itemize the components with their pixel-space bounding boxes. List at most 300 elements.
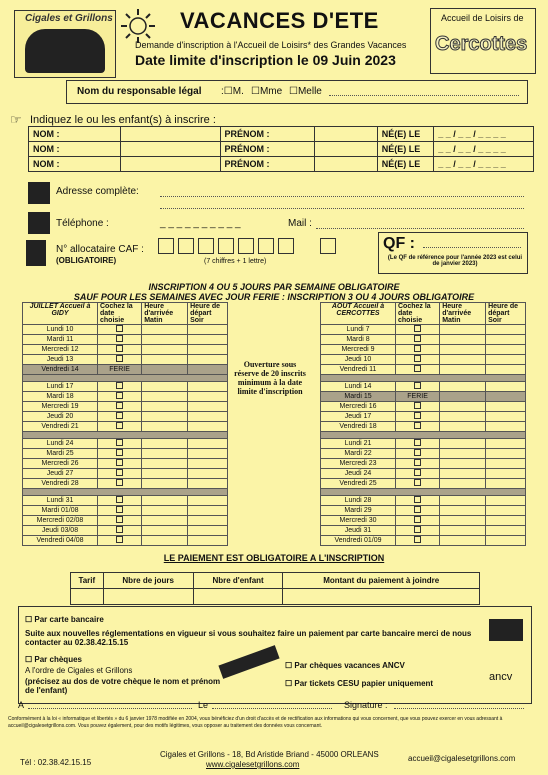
cal-row: [23, 345, 228, 355]
arrival-cell[interactable]: [440, 506, 486, 516]
cal-checkbox[interactable]: [396, 402, 440, 412]
arrival-cell[interactable]: [440, 402, 486, 412]
departure-cell[interactable]: [486, 422, 526, 432]
children-nom-label: NOM :: [29, 142, 121, 157]
july-table: [22, 302, 228, 546]
children-prenom-label: PRÉNOM :: [220, 157, 314, 172]
cal-header: Heure d'arrivée Matin: [142, 303, 188, 325]
jours-cell[interactable]: [103, 589, 193, 605]
departure-cell[interactable]: [188, 536, 228, 546]
cal-row: [321, 439, 526, 449]
departure-cell[interactable]: [188, 526, 228, 536]
arrival-cell[interactable]: [440, 516, 486, 526]
cal-checkbox[interactable]: [98, 382, 142, 392]
departure-cell[interactable]: [188, 469, 228, 479]
departure-cell[interactable]: [188, 516, 228, 526]
caf-label: N° allocataire CAF :: [56, 244, 144, 255]
cal-checkbox[interactable]: [98, 439, 142, 449]
cal-checkbox[interactable]: [98, 402, 142, 412]
children-ne-label: NÉ(E) LE: [377, 157, 434, 172]
children-ne-label: NÉ(E) LE: [377, 127, 434, 142]
departure-cell[interactable]: [188, 355, 228, 365]
logo-cigales: [14, 10, 116, 78]
arrival-cell[interactable]: [142, 345, 188, 355]
option-mme[interactable]: ☐Mme: [251, 86, 283, 97]
departure-cell[interactable]: [486, 506, 526, 516]
cal-row: [321, 479, 526, 489]
arrival-cell[interactable]: [440, 382, 486, 392]
departure-cell[interactable]: [188, 412, 228, 422]
cal-day: Mercredi 26: [23, 459, 98, 469]
cal-row: [23, 325, 228, 335]
mail-label: Mail :: [288, 218, 312, 229]
cal-day: Mercredi 23: [321, 459, 396, 469]
children-ne-label: NÉ(E) LE: [377, 142, 434, 157]
children-nom-field[interactable]: [121, 127, 220, 142]
cal-checkbox[interactable]: [396, 516, 440, 526]
departure-cell[interactable]: [486, 382, 526, 392]
cal-day: Vendredi 14: [23, 365, 98, 375]
cal-row: [321, 345, 526, 355]
responsible-box: [66, 80, 528, 104]
cal-day: Jeudi 10: [321, 355, 396, 365]
card-note: Suite aux nouvelles réglementations en vigueur si vous souhaitez faire un paiement par carte bancaire merci de nous contacter au 02.38.42.15.15: [25, 629, 472, 647]
cal-row: [321, 365, 526, 375]
inscription-line1: INSCRIPTION 4 OU 5 JOURS PAR SEMAINE OBLIGATOIRE: [148, 282, 400, 292]
cal-header: Cochez la date choisie: [396, 303, 440, 325]
cal-day: Mercredi 9: [321, 345, 396, 355]
col-tarif: Tarif: [71, 573, 104, 589]
caf-hint: (7 chiffres + 1 lettre): [204, 258, 267, 265]
qf-box: [378, 232, 528, 274]
arrival-cell[interactable]: [142, 335, 188, 345]
cal-day: Jeudi 03/08: [23, 526, 98, 536]
caf-digit-box[interactable]: [178, 238, 194, 254]
cal-day: Mercredi 12: [23, 345, 98, 355]
arrival-cell[interactable]: [142, 382, 188, 392]
departure-cell[interactable]: [486, 345, 526, 355]
cal-row: [23, 402, 228, 412]
children-prenom-field[interactable]: [314, 127, 377, 142]
ferie-label: FERIE: [396, 392, 440, 402]
arrival-cell[interactable]: [440, 355, 486, 365]
logo-cercottes: [430, 8, 536, 74]
cal-checkbox[interactable]: [396, 345, 440, 355]
cal-checkbox[interactable]: [98, 469, 142, 479]
cal-day: Lundi 10: [23, 325, 98, 335]
footer-address: Cigales et Grillons - 18, Bd Aristide Briand - 45000 ORLEANS: [160, 750, 379, 759]
departure-cell[interactable]: [188, 325, 228, 335]
departure-cell[interactable]: [188, 496, 228, 506]
col-montant: Montant du paiement à joindre: [283, 573, 480, 589]
cal-checkbox[interactable]: [396, 526, 440, 536]
cal-header: AOUT Accueil à CERCOTTES: [321, 303, 396, 325]
cal-day: Mardi 11: [23, 335, 98, 345]
children-nom-field[interactable]: [121, 142, 220, 157]
cal-day: Vendredi 21: [23, 422, 98, 432]
caf-digit-box[interactable]: [158, 238, 174, 254]
cal-row: [23, 365, 228, 375]
children-prenom-field[interactable]: [314, 157, 377, 172]
departure-cell[interactable]: [486, 392, 526, 402]
caf-digit-box[interactable]: [238, 238, 254, 254]
cal-row: [23, 506, 228, 516]
cal-row: [321, 422, 526, 432]
cal-row: [23, 422, 228, 432]
arrival-cell[interactable]: [142, 506, 188, 516]
cheque-note: (précisez au dos de votre chèque le nom et prénom de l'enfant): [25, 677, 221, 695]
cal-checkbox[interactable]: [98, 449, 142, 459]
ancv-logo: ancv: [489, 671, 513, 683]
child-row: [29, 157, 534, 172]
cal-row: [321, 412, 526, 422]
cal-row: [321, 392, 526, 402]
cal-day: Jeudi 24: [321, 469, 396, 479]
cal-row: [23, 516, 228, 526]
cal-checkbox[interactable]: [396, 449, 440, 459]
cal-row: [321, 469, 526, 479]
arrival-cell[interactable]: [142, 459, 188, 469]
cal-row: [321, 459, 526, 469]
card-option[interactable]: ☐ Par carte bancaire: [25, 615, 104, 624]
arrival-cell[interactable]: [142, 449, 188, 459]
cal-checkbox[interactable]: [98, 496, 142, 506]
arrival-cell[interactable]: [142, 365, 188, 375]
departure-cell[interactable]: [486, 536, 526, 546]
enfant-cell[interactable]: [193, 589, 283, 605]
cal-checkbox[interactable]: [396, 412, 440, 422]
montant-cell[interactable]: [283, 589, 480, 605]
child-row: [29, 127, 534, 142]
cal-day: Lundi 17: [23, 382, 98, 392]
arrival-cell[interactable]: [440, 335, 486, 345]
cal-day: Jeudi 20: [23, 412, 98, 422]
arrival-cell[interactable]: [142, 496, 188, 506]
cal-row: [23, 479, 228, 489]
cal-day: Lundi 7: [321, 325, 396, 335]
cheque-option[interactable]: ☐ Par chèques: [25, 655, 82, 664]
august-table: [320, 302, 526, 546]
children-intro: Indiquez le ou les enfant(s) à inscrire :: [30, 114, 216, 126]
cal-checkbox[interactable]: [396, 325, 440, 335]
arrival-cell[interactable]: [142, 516, 188, 526]
children-nom-field[interactable]: [121, 157, 220, 172]
phone-icon: [28, 212, 50, 234]
children-date-field[interactable]: _ _ / _ _ / _ _ _ _: [434, 142, 534, 157]
hand-pointer-icon: ☞: [10, 112, 22, 127]
departure-cell[interactable]: [486, 412, 526, 422]
sign-le: Le: [198, 700, 209, 710]
cal-day: Jeudi 13: [23, 355, 98, 365]
cal-day: Lundi 14: [321, 382, 396, 392]
children-table: [28, 126, 534, 172]
cal-row: [23, 355, 228, 365]
cal-row: [321, 325, 526, 335]
ancv-option[interactable]: ☐ Par chèques vacances ANCV: [285, 661, 405, 670]
departure-cell[interactable]: [486, 335, 526, 345]
qf-label: QF :: [383, 235, 415, 252]
signature-label: Signature :: [344, 700, 388, 710]
departure-cell[interactable]: [486, 459, 526, 469]
cal-checkbox[interactable]: [396, 496, 440, 506]
footer-mail[interactable]: accueil@cigalesetgrillons.com: [408, 754, 516, 763]
departure-cell[interactable]: [486, 325, 526, 335]
arrival-cell[interactable]: [440, 449, 486, 459]
children-date-field[interactable]: _ _ / _ _ / _ _ _ _: [434, 157, 534, 172]
departure-cell[interactable]: [188, 402, 228, 412]
cal-row: [321, 506, 526, 516]
departure-cell[interactable]: [188, 439, 228, 449]
cal-day: Jeudi 17: [321, 412, 396, 422]
cal-day: Jeudi 27: [23, 469, 98, 479]
departure-cell[interactable]: [188, 335, 228, 345]
cal-checkbox[interactable]: [98, 412, 142, 422]
caf-digit-box[interactable]: [218, 238, 234, 254]
logo-right-name: Cercottes: [435, 33, 528, 55]
phone-label: Téléphone :: [56, 218, 109, 229]
sign-a: A: [18, 700, 25, 710]
cal-row: [23, 382, 228, 392]
departure-cell[interactable]: [188, 382, 228, 392]
caf-digit-box[interactable]: [278, 238, 294, 254]
cal-day: Mercredi 16: [321, 402, 396, 412]
cal-header: Cochez la date choisie: [98, 303, 142, 325]
arrival-cell[interactable]: [440, 345, 486, 355]
arrival-cell[interactable]: [142, 536, 188, 546]
children-prenom-label: PRÉNOM :: [220, 142, 314, 157]
arrival-cell[interactable]: [142, 469, 188, 479]
cal-checkbox[interactable]: [98, 355, 142, 365]
cal-day: Lundi 28: [321, 496, 396, 506]
cal-day: Lundi 24: [23, 439, 98, 449]
cal-checkbox[interactable]: [396, 459, 440, 469]
cal-checkbox[interactable]: [98, 392, 142, 402]
qf-note: (Le QF de référence pour l'année 2023 est celui de janvier 2023): [387, 255, 523, 267]
cal-row: [23, 469, 228, 479]
arrival-cell[interactable]: [440, 365, 486, 375]
arrival-cell[interactable]: [142, 402, 188, 412]
footer-web[interactable]: www.cigalesetgrillons.com: [206, 760, 300, 769]
payment-table: [70, 572, 480, 605]
arrival-cell[interactable]: [142, 422, 188, 432]
cesu-option[interactable]: ☐ Par tickets CESU papier uniquement: [285, 679, 434, 688]
arrival-cell[interactable]: [440, 469, 486, 479]
cal-day: Mardi 8: [321, 335, 396, 345]
departure-cell[interactable]: [188, 506, 228, 516]
caf-logo-icon: [26, 240, 46, 266]
option-m[interactable]: :☐M.: [221, 86, 244, 97]
departure-cell[interactable]: [486, 469, 526, 479]
arrival-cell[interactable]: [440, 439, 486, 449]
cal-checkbox[interactable]: [98, 479, 142, 489]
inscription-line2: SAUF POUR LES SEMAINES AVEC JOUR FERIE : INSCRIPTION 3 OU 4 JOURS OBLIGATOIRE: [73, 292, 475, 302]
cal-header: Heure de départ Soir: [486, 303, 526, 325]
cal-day: Mardi 29: [321, 506, 396, 516]
cal-checkbox[interactable]: [98, 325, 142, 335]
cal-day: Jeudi 31: [321, 526, 396, 536]
option-melle[interactable]: ☐Melle: [289, 86, 322, 97]
cal-row: [321, 335, 526, 345]
cal-day: Mardi 25: [23, 449, 98, 459]
ferie-label: FERIE: [98, 365, 142, 375]
children-prenom-field[interactable]: [314, 142, 377, 157]
cal-row: [321, 402, 526, 412]
cal-checkbox[interactable]: [396, 365, 440, 375]
arrival-cell[interactable]: [142, 392, 188, 402]
arrival-cell[interactable]: [440, 479, 486, 489]
payment-title: LE PAIEMENT EST OBLIGATOIRE A L'INSCRIPTION: [163, 553, 385, 563]
children-nom-label: NOM :: [29, 127, 121, 142]
arrival-cell[interactable]: [142, 355, 188, 365]
cheque-order: A l'ordre de Cigales et Grillons: [25, 666, 133, 675]
cal-row: [321, 496, 526, 506]
cal-row: [321, 526, 526, 536]
cal-day: Mardi 18: [23, 392, 98, 402]
cal-checkbox[interactable]: [396, 422, 440, 432]
departure-cell[interactable]: [486, 496, 526, 506]
departure-cell[interactable]: [486, 516, 526, 526]
payment-options: [18, 606, 532, 704]
cal-row: [23, 459, 228, 469]
cal-checkbox[interactable]: [98, 506, 142, 516]
cal-checkbox[interactable]: [396, 355, 440, 365]
legal-text: Conformément à la loi « informatique et libertés » du 6 janvier 1978 modifiée en 2004, vous bénéficiez d'un droit d'accès et de rectification aux informations qui vous concernent, que vous pouvez exercer en vous adressant à accueil@cigalesetgrillons.com. Vous pouvez également, pour des motifs légitimes, vous opposer au traitement des données vous concernant.: [8, 716, 503, 729]
cb-card-icon: [489, 619, 523, 641]
cal-row: [23, 412, 228, 422]
col-jours: Nbre de jours: [103, 573, 193, 589]
departure-cell[interactable]: [188, 479, 228, 489]
cal-day: Vendredi 18: [321, 422, 396, 432]
departure-cell[interactable]: [486, 402, 526, 412]
departure-cell[interactable]: [486, 526, 526, 536]
departure-cell[interactable]: [486, 479, 526, 489]
cal-checkbox[interactable]: [98, 345, 142, 355]
departure-cell[interactable]: [188, 365, 228, 375]
children-prenom-label: PRÉNOM :: [220, 127, 314, 142]
cal-checkbox[interactable]: [98, 516, 142, 526]
cal-row: [23, 449, 228, 459]
arrival-cell[interactable]: [440, 459, 486, 469]
departure-cell[interactable]: [188, 392, 228, 402]
sun-icon: [118, 8, 158, 44]
cal-day: Vendredi 04/08: [23, 536, 98, 546]
arrival-cell[interactable]: [142, 325, 188, 335]
address-label: Adresse complète:: [56, 186, 139, 197]
logo-right-top: Accueil de Loisirs de: [441, 13, 524, 23]
arrival-cell[interactable]: [142, 526, 188, 536]
col-enfant: Nbre d'enfant: [193, 573, 283, 589]
children-nom-label: NOM :: [29, 157, 121, 172]
cal-checkbox[interactable]: [98, 536, 142, 546]
cal-day: Vendredi 01/09: [321, 536, 396, 546]
cal-checkbox[interactable]: [396, 469, 440, 479]
opening-note: Ouverture sous réserve de 20 inscrits minimum à la date limite d'inscription: [234, 360, 306, 396]
cal-header: Heure de départ Soir: [188, 303, 228, 325]
cheque-icon: [218, 645, 279, 679]
child-row: [29, 142, 534, 157]
footer-tel: Tél : 02.38.42.15.15: [20, 758, 92, 767]
cal-checkbox[interactable]: [98, 459, 142, 469]
cal-day: Vendredi 25: [321, 479, 396, 489]
departure-cell[interactable]: [188, 449, 228, 459]
cal-day: Vendredi 11: [321, 365, 396, 375]
arrival-cell[interactable]: [440, 536, 486, 546]
cal-row: [321, 536, 526, 546]
cal-day: Mercredi 02/08: [23, 516, 98, 526]
departure-cell[interactable]: [486, 365, 526, 375]
arrival-cell[interactable]: [440, 526, 486, 536]
arrival-cell[interactable]: [142, 439, 188, 449]
departure-cell[interactable]: [486, 355, 526, 365]
caf-digit-box[interactable]: [320, 238, 336, 254]
caf-digit-box[interactable]: [198, 238, 214, 254]
cal-checkbox[interactable]: [396, 536, 440, 546]
cal-row: [23, 496, 228, 506]
cal-checkbox[interactable]: [98, 335, 142, 345]
arrival-cell[interactable]: [440, 422, 486, 432]
cal-row: [23, 392, 228, 402]
arrival-cell[interactable]: [440, 325, 486, 335]
logo-text: Cigales et Grillons: [25, 13, 113, 24]
cal-checkbox[interactable]: [396, 479, 440, 489]
family-silhouette-icon: [25, 29, 105, 73]
page-title: VACANCES D'ETE: [180, 8, 379, 33]
departure-cell[interactable]: [486, 439, 526, 449]
subtitle: Demande d'inscription à l'Accueil de Loisirs* des Grandes Vacances: [135, 40, 407, 50]
tarif-cell[interactable]: [71, 589, 104, 605]
departure-cell[interactable]: [188, 422, 228, 432]
cal-row: [321, 516, 526, 526]
responsible-label: Nom du responsable légal: [77, 86, 202, 97]
cal-day: Mardi 15: [321, 392, 396, 402]
cal-row: [23, 335, 228, 345]
cal-day: Mardi 22: [321, 449, 396, 459]
caf-required: (OBLIGATOIRE): [56, 256, 117, 265]
cal-row: [321, 382, 526, 392]
cal-checkbox[interactable]: [396, 382, 440, 392]
cal-row: [23, 536, 228, 546]
cal-row: [321, 355, 526, 365]
house-icon: [28, 182, 50, 204]
cal-day: Lundi 31: [23, 496, 98, 506]
phone-field[interactable]: _ _ _ _ _ _ _ _ _ _: [160, 218, 241, 229]
cal-day: Vendredi 28: [23, 479, 98, 489]
departure-cell[interactable]: [188, 345, 228, 355]
arrival-cell[interactable]: [142, 479, 188, 489]
arrival-cell[interactable]: [440, 412, 486, 422]
cal-day: Mardi 01/08: [23, 506, 98, 516]
cal-checkbox[interactable]: [396, 506, 440, 516]
cal-checkbox[interactable]: [396, 439, 440, 449]
cal-day: Mercredi 30: [321, 516, 396, 526]
cal-checkbox[interactable]: [396, 335, 440, 345]
children-date-field[interactable]: _ _ / _ _ / _ _ _ _: [434, 127, 534, 142]
cal-header: Heure d'arrivée Matin: [440, 303, 486, 325]
cal-checkbox[interactable]: [98, 422, 142, 432]
caf-digit-box[interactable]: [258, 238, 274, 254]
arrival-cell[interactable]: [440, 392, 486, 402]
arrival-cell[interactable]: [440, 496, 486, 506]
departure-cell[interactable]: [188, 459, 228, 469]
departure-cell[interactable]: [486, 449, 526, 459]
cal-header: JUILLET Accueil à GIDY: [23, 303, 98, 325]
arrival-cell[interactable]: [142, 412, 188, 422]
cal-day: Mercredi 19: [23, 402, 98, 412]
cal-row: [321, 449, 526, 459]
deadline: Date limite d'inscription le 09 Juin 2023: [135, 52, 396, 68]
cal-checkbox[interactable]: [98, 526, 142, 536]
cal-day: Lundi 21: [321, 439, 396, 449]
